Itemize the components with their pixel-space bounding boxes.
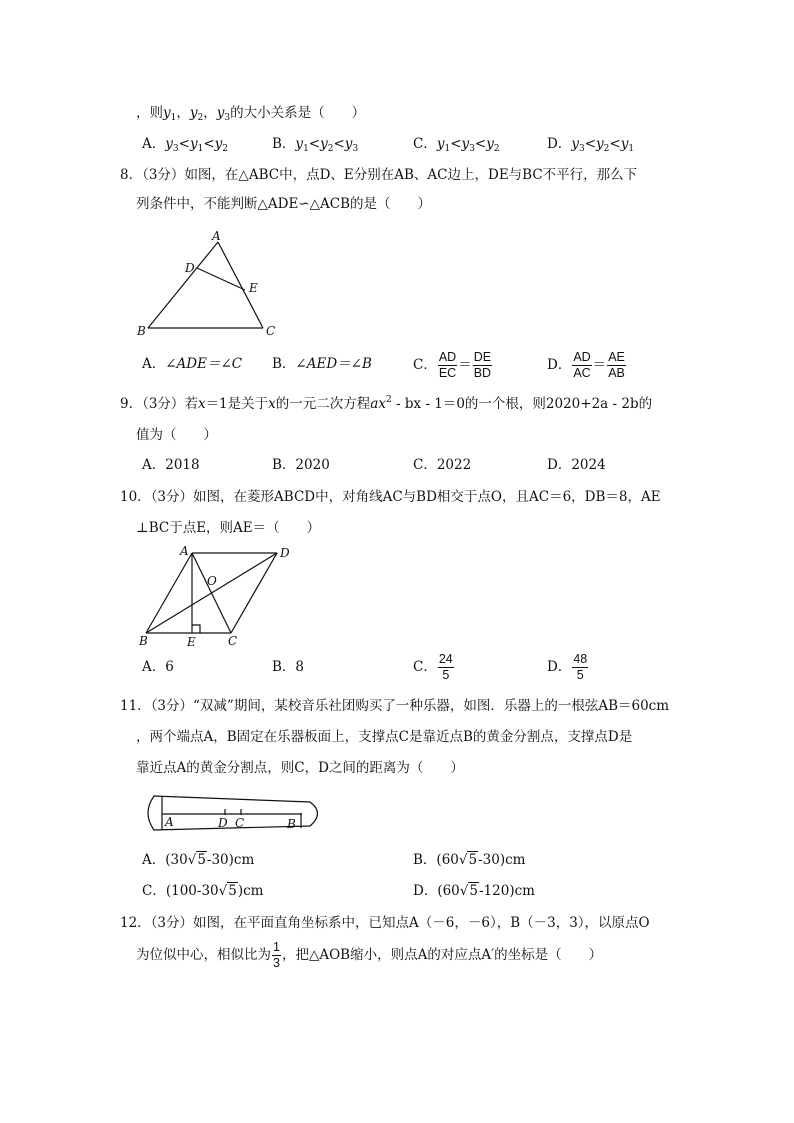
q9-line2: 值为（ ） — [136, 427, 217, 443]
q7-stem: ，则$y_1$，$y_2$，$y_3$的大小关系是（ ） — [136, 105, 366, 123]
q7-option-a[interactable]: A．$y_3<y_1<y_2$ — [142, 136, 228, 154]
label-d: D — [218, 816, 228, 830]
label-c: C — [228, 634, 238, 648]
q8-triangle-figure — [135, 228, 285, 340]
q11-instrument-figure — [140, 792, 325, 834]
q9-option-c[interactable]: C．2022 — [413, 457, 472, 473]
label-c: C — [235, 816, 245, 830]
q11-line1: 11．（3分）“双减”期间，某校音乐社团购买了一种乐器，如图．乐器上的一根弦AB＝60cm — [120, 698, 670, 714]
q7-option-d[interactable]: D．$y_3<y_2<y_1$ — [547, 136, 635, 154]
q9-option-a[interactable]: A．2018 — [142, 457, 200, 473]
label-a: A — [212, 229, 221, 243]
label-a: A — [180, 544, 189, 558]
q11-line3: 靠近点A的黄金分割点，则C，D之间的距离为（ ） — [136, 760, 464, 776]
label-e: E — [187, 635, 196, 649]
q11-option-c[interactable]: C．(100-30√5)cm — [142, 883, 264, 899]
q10-line1: 10．（3分）如图，在菱形ABCD中，对角线AC与BD相交于点O，且AC＝6，DB＝8，AE — [120, 489, 661, 505]
q10-option-c[interactable]: C． $\frac{24}{5}$ — [413, 652, 453, 682]
label-d: D — [280, 546, 290, 560]
q10-line2: ⊥BC于点E，则AE＝（ ） — [136, 520, 321, 536]
q8-option-a[interactable]: A．∠ADE＝∠C — [142, 356, 243, 372]
q7-option-b[interactable]: B．$y_1<y_2<y_3$ — [272, 136, 359, 154]
label-b: B — [137, 324, 146, 338]
right-angle-mark — [192, 625, 200, 633]
label-c: C — [266, 324, 276, 338]
q9-option-b[interactable]: B．2020 — [272, 457, 330, 473]
q11-line2: ，两个端点A，B固定在乐器板面上，支撑点C是靠近点B的黄金分割点，支撑点D是 — [136, 729, 633, 745]
label-o: O — [207, 574, 217, 588]
side-cd — [231, 553, 277, 633]
q8-option-b[interactable]: B．∠AED＝∠B — [272, 356, 372, 372]
q12-line1: 12．（3分）如图，在平面直角坐标系中，已知点A（－6，－6），B（－3，3），以原点O — [120, 915, 650, 931]
q10-rhombus-figure — [135, 543, 300, 651]
side-ab — [146, 553, 192, 633]
q7-option-c[interactable]: C．$y_1<y_3<y_2$ — [413, 136, 500, 154]
q10-option-a[interactable]: A．6 — [142, 659, 174, 675]
label-b: B — [139, 634, 148, 648]
q8-option-d[interactable]: D． $\frac{AD}{AC}$ ＝ $\frac{AE}{AB}$ — [547, 350, 625, 380]
q8-line2: 列条件中，不能判断△ADE∽△ACB的是（ ） — [136, 196, 432, 212]
q10-option-b[interactable]: B．8 — [272, 659, 305, 675]
q10-option-d[interactable]: D． $\frac{48}{5}$ — [547, 652, 588, 682]
label-e: E — [249, 281, 258, 295]
q8-line1: 8．（3分）如图，在△ABC中，点D、E分别在AB、AC边上，DE与BC不平行，那么下 — [120, 167, 638, 183]
q11-option-b[interactable]: B．(60√5-30)cm — [413, 852, 526, 868]
label-a: A — [165, 815, 174, 829]
q8-option-c[interactable]: C． $\frac{AD}{EC}$ ＝ $\frac{DE}{BD}$ — [413, 350, 492, 380]
q12-line2: 为位似中心，相似比为 $\frac{1}{3}$ ，把△AOB缩小，则点A的对应点A′的坐标是（ ） — [136, 940, 603, 970]
label-d: D — [185, 261, 195, 275]
q11-option-d[interactable]: D．(60√5-120)cm — [413, 883, 535, 899]
q9-option-d[interactable]: D．2024 — [547, 457, 606, 473]
side-ab — [148, 242, 218, 328]
q11-option-a[interactable]: A．(30√5-30)cm — [142, 852, 255, 868]
q9-line1: 9．（3分）若x＝1是关于x的一元二次方程$ax^2$ - bx - 1＝0的一个根，则2020+2a - 2b的 — [120, 395, 653, 412]
diagonal-bd — [146, 553, 277, 633]
label-b: B — [287, 817, 296, 831]
